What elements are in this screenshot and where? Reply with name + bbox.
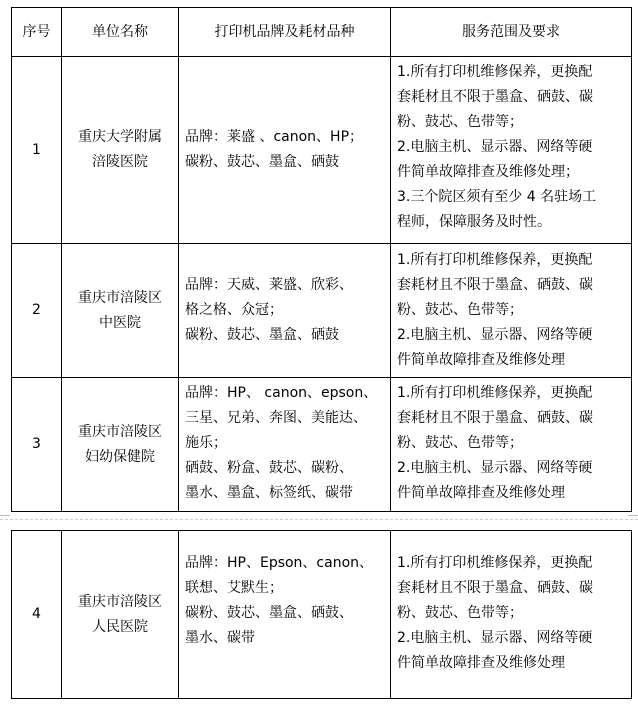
service-line: 1.所有打印机维修保养，更换配 — [397, 64, 593, 80]
service-line: 1.所有打印机维修保养，更换配 — [397, 385, 593, 401]
row-brand — [179, 378, 391, 512]
unit-line: 重庆市涪陵区 — [78, 289, 162, 306]
brand-line: 品牌：HP、 canon、epson、 — [185, 385, 378, 401]
service-line: 件简单故障排查及维修处理 — [397, 655, 565, 671]
table-header-row — [12, 8, 632, 57]
service-line: 2.电脑主机、显示器、网络等硬 — [397, 327, 593, 343]
printer-service-table-lower — [11, 530, 632, 699]
brand-line: 三星、兄弟、奔图、美能达、 — [185, 410, 367, 426]
row-unit — [62, 531, 179, 699]
brand-line: 墨水、碳带 — [185, 630, 255, 646]
service-line: 套耗材且不限于墨盒、硒鼓、碳 — [397, 277, 593, 293]
service-line: 1.所有打印机维修保养，更换配 — [397, 252, 593, 268]
service-line: 1.所有打印机维修保养，更换配 — [397, 555, 593, 571]
service-line: 套耗材且不限于墨盒、硒鼓、碳 — [397, 410, 593, 426]
row-brand — [179, 531, 391, 699]
service-line: 2.电脑主机、显示器、网络等硬 — [397, 460, 593, 476]
row-unit — [62, 57, 179, 244]
brand-line: 格之格、众冠； — [185, 302, 283, 318]
unit-line: 涪陵医院 — [92, 154, 148, 170]
page-break-line — [0, 519, 638, 520]
header-service: 服务范围及要求 — [391, 8, 632, 57]
header-unit: 单位名称 — [62, 8, 179, 57]
row-seq: 1 — [12, 57, 62, 244]
service-line: 2.电脑主机、显示器、网络等硬 — [397, 630, 593, 646]
page-break — [0, 511, 638, 529]
page-break-mark — [0, 515, 10, 525]
brand-line: 品牌：天威、莱盛、欣彩、 — [185, 277, 353, 293]
row-seq: 4 — [12, 531, 62, 699]
table-row — [12, 378, 632, 512]
brand-line: 碳粉、鼓芯、墨盒、硒鼓 — [185, 327, 339, 343]
table-row — [12, 244, 632, 378]
brand-line: 联想、艾默生； — [185, 580, 283, 596]
unit-line: 重庆大学附属 — [78, 129, 162, 145]
service-line: 粉、鼓芯、色带等； — [397, 114, 523, 130]
unit-line: 重庆市涪陵区 — [78, 593, 162, 610]
service-line: 粉、鼓芯、色带等； — [397, 605, 523, 621]
service-line: 3.三个院区须有至少 4 名驻场工 — [397, 189, 597, 205]
brand-line: 碳粉、鼓芯、墨盒、硒鼓、 — [185, 605, 353, 621]
row-service — [391, 378, 632, 512]
brand-line: 墨水、墨盒、标签纸、碳带 — [185, 485, 353, 501]
printer-service-table-upper — [11, 7, 632, 512]
unit-line: 人民医院 — [92, 618, 148, 635]
unit-line: 重庆市涪陵区 — [78, 423, 162, 440]
brand-line: 施乐； — [185, 435, 227, 451]
service-line: 套耗材且不限于墨盒、硒鼓、碳 — [397, 580, 593, 596]
service-line: 2.电脑主机、显示器、网络等硬 — [397, 139, 593, 155]
unit-line: 妇幼保健院 — [85, 448, 155, 465]
table-row — [12, 531, 632, 699]
row-seq: 3 — [12, 378, 62, 512]
header-seq: 序号 — [12, 8, 62, 57]
brand-line: 品牌：莱盛 、canon、HP； — [185, 129, 364, 145]
brand-line: 品牌：HP、Epson、canon、 — [185, 555, 374, 571]
unit-line: 中医院 — [99, 314, 141, 331]
service-line: 件简单故障排查及维修处理； — [397, 164, 579, 180]
row-unit — [62, 378, 179, 512]
service-line: 件简单故障排查及维修处理 — [397, 485, 565, 501]
service-line: 粉、鼓芯、色带等； — [397, 302, 523, 318]
row-service — [391, 531, 632, 699]
brand-line: 碳粉、鼓芯、墨盒、硒鼓 — [185, 154, 339, 170]
page-break-mark — [628, 515, 638, 525]
row-brand — [179, 57, 391, 244]
service-line: 套耗材且不限于墨盒、硒鼓、碳 — [397, 89, 593, 105]
row-service — [391, 244, 632, 378]
brand-line: 硒鼓、粉盒、鼓芯、碳粉、 — [185, 460, 353, 476]
row-unit — [62, 244, 179, 378]
table-row — [12, 57, 632, 244]
row-service — [391, 57, 632, 244]
service-line: 件简单故障排查及维修处理 — [397, 352, 565, 368]
row-seq: 2 — [12, 244, 62, 378]
service-line: 程师，保障服务及时性。 — [397, 214, 551, 230]
header-brand: 打印机品牌及耗材品种 — [179, 8, 391, 57]
row-brand — [179, 244, 391, 378]
service-line: 粉、鼓芯、色带等； — [397, 435, 523, 451]
